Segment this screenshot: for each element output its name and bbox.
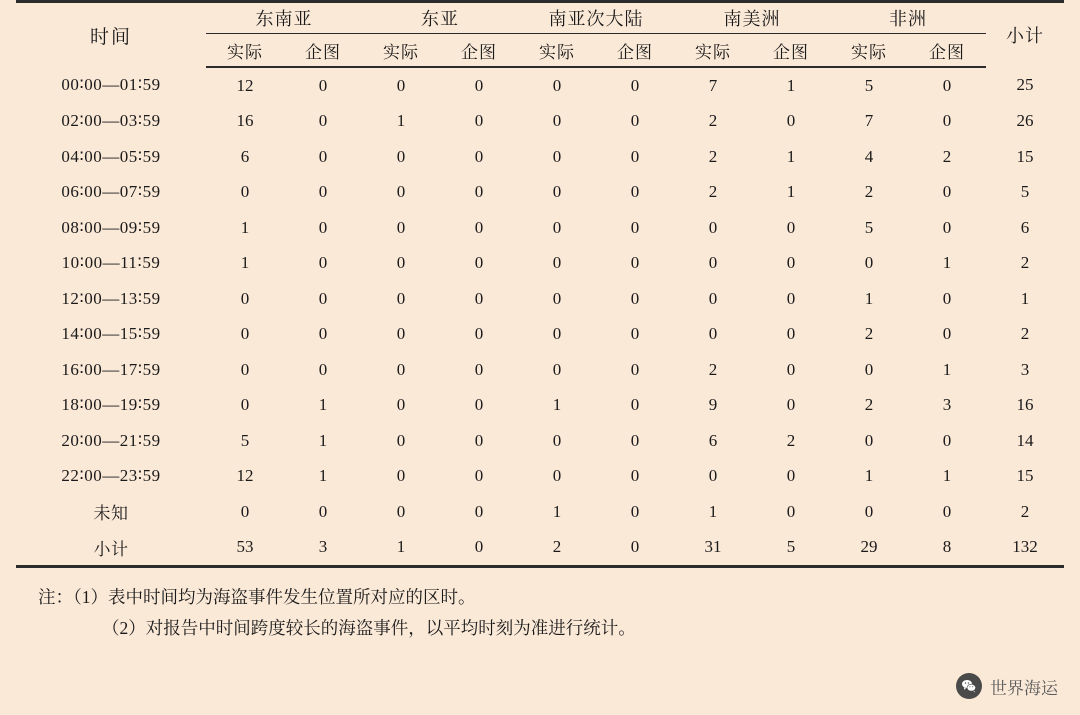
table-notes	[16, 582, 1064, 643]
cell-value: 0	[552, 359, 562, 379]
table-body	[16, 67, 1064, 567]
cell-value: 0	[474, 359, 484, 379]
header-sub-sa-attempted: 企图	[596, 34, 674, 68]
cell-value: 0	[708, 217, 718, 237]
pirate-incident-time-table	[16, 0, 1064, 568]
cell-value: 0	[786, 217, 796, 237]
cell-value: 0	[786, 253, 796, 273]
cell-value: 0	[440, 530, 518, 567]
row-time-label: 20∶00—21∶59	[61, 430, 161, 450]
cell-value: 0	[552, 430, 562, 450]
cell-value: 0	[474, 430, 484, 450]
cell-value: 0	[396, 359, 406, 379]
table-row	[16, 317, 1064, 353]
header-group-south-asia: 南亚次大陆	[518, 2, 674, 34]
table-row	[16, 139, 1064, 175]
table-row	[16, 210, 1064, 246]
cell-value: 0	[630, 359, 640, 379]
header-sub-af-actual: 实际	[830, 34, 908, 68]
cell-value: 0	[942, 324, 952, 344]
header-sub-sea-actual: 实际	[206, 34, 284, 68]
cell-value: 2	[708, 182, 718, 202]
cell-value: 0	[786, 395, 796, 415]
header-sub-sea-attempted: 企图	[284, 34, 362, 68]
cell-value: 0	[786, 288, 796, 308]
cell-value: 0	[942, 75, 952, 95]
cell-row-total: 5	[1020, 182, 1030, 202]
cell-value: 1	[552, 395, 562, 415]
cell-value: 0	[318, 217, 328, 237]
cell-value: 1	[396, 111, 406, 131]
cell-value: 1	[240, 217, 250, 237]
row-time-label: 10∶00—11∶59	[61, 253, 161, 273]
cell-value: 0	[396, 466, 406, 486]
header-sub-ea-attempted: 企图	[440, 34, 518, 68]
cell-value: 1	[864, 466, 874, 486]
cell-value: 0	[630, 395, 640, 415]
cell-value: 0	[396, 182, 406, 202]
wechat-icon	[956, 673, 982, 699]
cell-value: 16	[236, 111, 254, 131]
cell-value: 0	[864, 253, 874, 273]
cell-value: 29	[830, 530, 908, 567]
cell-value: 0	[786, 501, 796, 521]
cell-value: 0	[630, 324, 640, 344]
header-group-row	[16, 2, 1064, 34]
note-item-1: （1）表中时间均为海盗事件发生位置所对应的区时。	[73, 587, 476, 607]
cell-value: 4	[864, 146, 874, 166]
cell-value: 2	[708, 359, 718, 379]
cell-value: 1	[240, 253, 250, 273]
cell-value: 0	[474, 146, 484, 166]
cell-value: 0	[396, 395, 406, 415]
cell-value: 0	[942, 430, 952, 450]
cell-value: 0	[474, 111, 484, 131]
cell-value: 0	[708, 253, 718, 273]
cell-value: 0	[396, 146, 406, 166]
cell-value: 0	[864, 359, 874, 379]
row-time-label: 00∶00—01∶59	[61, 75, 161, 95]
cell-value: 1	[864, 288, 874, 308]
cell-value: 8	[908, 530, 986, 567]
cell-value: 0	[240, 501, 250, 521]
cell-row-total: 14	[1016, 430, 1034, 450]
cell-value: 0	[630, 466, 640, 486]
cell-row-total: 26	[1016, 111, 1034, 131]
row-time-label: 18∶00—19∶59	[61, 395, 161, 415]
cell-value: 0	[474, 217, 484, 237]
cell-value: 5	[752, 530, 830, 567]
cell-value: 0	[396, 217, 406, 237]
watermark	[956, 673, 1058, 699]
cell-value: 0	[942, 288, 952, 308]
cell-value: 0	[318, 253, 328, 273]
cell-row-total: 15	[1016, 466, 1034, 486]
cell-value: 12	[236, 466, 254, 486]
cell-value: 0	[864, 430, 874, 450]
cell-value: 1	[318, 466, 328, 486]
cell-value: 2	[708, 146, 718, 166]
cell-value: 0	[474, 324, 484, 344]
table-row-unknown	[16, 494, 1064, 530]
table-row	[16, 459, 1064, 495]
header-sub-sam-actual: 实际	[674, 34, 752, 68]
cell-value: 1	[552, 501, 562, 521]
cell-value: 0	[240, 182, 250, 202]
cell-value: 0	[396, 75, 406, 95]
header-group-south-america: 南美洲	[674, 2, 830, 34]
cell-value: 0	[708, 466, 718, 486]
cell-value: 53	[206, 530, 284, 567]
cell-value: 6	[708, 430, 718, 450]
cell-value: 0	[396, 253, 406, 273]
cell-value: 2	[518, 530, 596, 567]
cell-row-total: 6	[1020, 217, 1030, 237]
cell-value: 3	[284, 530, 362, 567]
cell-value: 0	[708, 324, 718, 344]
header-sub-af-attempted: 企图	[908, 34, 986, 68]
watermark-text: 世界海运	[990, 678, 1058, 698]
cell-value: 12	[236, 75, 254, 95]
cell-value: 7	[864, 111, 874, 131]
cell-value: 0	[396, 324, 406, 344]
cell-value: 0	[864, 501, 874, 521]
cell-value: 1	[362, 530, 440, 567]
cell-value: 0	[318, 75, 328, 95]
cell-row-total: 16	[1016, 395, 1034, 415]
cell-value: 1	[786, 182, 796, 202]
cell-value: 0	[396, 501, 406, 521]
cell-value: 1	[942, 359, 952, 379]
cell-row-total: 2	[1020, 324, 1030, 344]
note-item-2: （2）对报告中时间跨度较长的海盗事件，以平均时刻为准进行统计。	[102, 617, 636, 638]
cell-value: 0	[318, 111, 328, 131]
cell-value: 1	[786, 146, 796, 166]
table-row	[16, 246, 1064, 282]
cell-value: 2	[864, 324, 874, 344]
cell-value: 2	[864, 182, 874, 202]
cell-value: 1	[942, 253, 952, 273]
cell-value: 0	[942, 111, 952, 131]
row-time-label: 14∶00—15∶59	[61, 324, 161, 344]
cell-value: 1	[942, 466, 952, 486]
row-time-label: 16∶00—17∶59	[61, 359, 161, 379]
row-time-label: 22∶00—23∶59	[61, 466, 161, 486]
cell-value: 0	[474, 288, 484, 308]
cell-value: 0	[474, 253, 484, 273]
cell-value: 0	[630, 501, 640, 521]
cell-value: 0	[786, 466, 796, 486]
cell-value: 0	[552, 324, 562, 344]
cell-value: 1	[318, 430, 328, 450]
cell-value: 0	[240, 359, 250, 379]
cell-value: 0	[474, 395, 484, 415]
cell-value: 0	[240, 288, 250, 308]
cell-value: 0	[630, 111, 640, 131]
cell-value: 0	[396, 430, 406, 450]
cell-value: 0	[552, 288, 562, 308]
table-row	[16, 175, 1064, 211]
row-time-label: 04∶00—05∶59	[61, 146, 161, 166]
cell-row-total: 25	[1016, 75, 1034, 95]
header-sub-sam-attempted: 企图	[752, 34, 830, 68]
cell-value: 0	[552, 111, 562, 131]
cell-value: 0	[942, 182, 952, 202]
cell-value: 0	[630, 75, 640, 95]
header-sub-ea-actual: 实际	[362, 34, 440, 68]
table-row	[16, 104, 1064, 140]
cell-value: 0	[318, 182, 328, 202]
notes-label: 注：	[38, 587, 73, 607]
cell-value: 0	[786, 111, 796, 131]
cell-value: 0	[552, 182, 562, 202]
cell-value: 0	[474, 75, 484, 95]
cell-value: 1	[708, 501, 718, 521]
cell-value: 0	[474, 182, 484, 202]
table-row	[16, 281, 1064, 317]
cell-row-total: 3	[1020, 359, 1030, 379]
cell-value: 0	[596, 530, 674, 567]
cell-value: 0	[552, 217, 562, 237]
row-time-label: 12∶00—13∶59	[61, 288, 161, 308]
cell-row-total: 132	[986, 530, 1064, 567]
cell-value: 9	[708, 395, 718, 415]
cell-value: 0	[786, 324, 796, 344]
cell-value: 2	[864, 395, 874, 415]
cell-value: 0	[474, 501, 484, 521]
cell-value: 0	[552, 146, 562, 166]
table-row	[16, 67, 1064, 104]
row-time-label: 08∶00—09∶59	[61, 217, 161, 237]
cell-value: 31	[674, 530, 752, 567]
header-time: 时间	[16, 2, 206, 68]
cell-value: 0	[552, 253, 562, 273]
cell-value: 0	[786, 359, 796, 379]
cell-value: 2	[942, 146, 952, 166]
cell-value: 0	[942, 501, 952, 521]
cell-row-total: 2	[1020, 501, 1030, 521]
cell-row-total: 2	[1020, 253, 1030, 273]
cell-value: 1	[318, 395, 328, 415]
row-time-label: 未知	[93, 504, 129, 524]
cell-value: 0	[318, 146, 328, 166]
cell-value: 0	[318, 359, 328, 379]
cell-value: 2	[786, 430, 796, 450]
cell-value: 0	[240, 395, 250, 415]
cell-value: 0	[396, 288, 406, 308]
cell-value: 0	[708, 288, 718, 308]
header-group-southeast-asia: 东南亚	[206, 2, 362, 34]
header-group-east-asia: 东亚	[362, 2, 518, 34]
cell-value: 0	[552, 75, 562, 95]
cell-value: 0	[630, 430, 640, 450]
table-row	[16, 423, 1064, 459]
cell-row-total: 1	[1020, 288, 1030, 308]
cell-value: 0	[318, 288, 328, 308]
cell-value: 0	[474, 466, 484, 486]
cell-value: 5	[864, 75, 874, 95]
table-row	[16, 352, 1064, 388]
cell-value: 0	[630, 253, 640, 273]
note-line-1	[38, 582, 1064, 613]
cell-value: 0	[630, 146, 640, 166]
cell-value: 0	[630, 182, 640, 202]
cell-value: 2	[708, 111, 718, 131]
cell-value: 0	[318, 324, 328, 344]
cell-row-total: 15	[1016, 146, 1034, 166]
cell-value: 0	[240, 324, 250, 344]
cell-value: 0	[552, 466, 562, 486]
cell-value: 0	[630, 217, 640, 237]
cell-value: 0	[630, 288, 640, 308]
header-sub-sa-actual: 实际	[518, 34, 596, 68]
cell-value: 5	[240, 430, 250, 450]
cell-value: 1	[786, 75, 796, 95]
table-row	[16, 388, 1064, 424]
cell-value: 6	[240, 146, 250, 166]
row-time-label: 06∶00—07∶59	[61, 182, 161, 202]
note-line-2	[38, 613, 1064, 644]
cell-value: 5	[864, 217, 874, 237]
header-subtotal: 小计	[986, 2, 1064, 68]
table-row-subtotal	[16, 530, 1064, 567]
row-time-label: 小计	[16, 530, 206, 567]
row-time-label: 02∶00—03∶59	[61, 111, 161, 131]
cell-value: 3	[942, 395, 952, 415]
header-group-africa: 非洲	[830, 2, 986, 34]
cell-value: 7	[708, 75, 718, 95]
cell-value: 0	[318, 501, 328, 521]
table-header	[16, 2, 1064, 68]
cell-value: 0	[942, 217, 952, 237]
